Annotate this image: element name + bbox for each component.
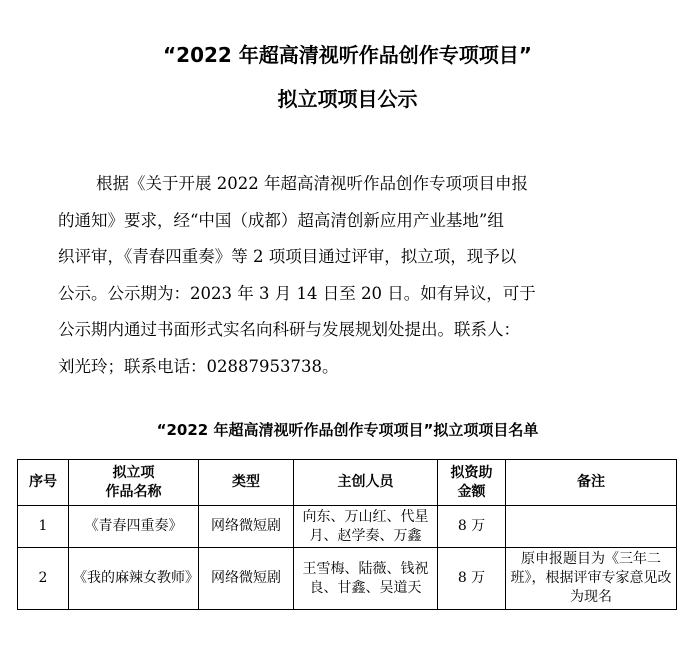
header-funding-line2: 金额: [457, 483, 486, 500]
body-line: 的通知》要求，经“中国（成都）超高清创新应用产业基地”组: [58, 210, 504, 230]
body-line: 织评审，《青春四重奏》等 2 项项目通过评审，拟立项，现予以: [58, 247, 517, 267]
header-type: 类型: [199, 460, 294, 506]
cell-funding: 8 万: [438, 506, 506, 548]
document-title: “2022 年超高清视听作品创作专项项目”: [163, 43, 532, 67]
body-line: 公示期内通过书面形式实名向科研与发展规划处提出。联系人：: [58, 320, 520, 340]
document-subtitle: 拟立项项目公示: [277, 87, 418, 111]
cell-creators: 向东、万山红、代星月、赵学奏、万鑫: [294, 506, 438, 548]
cell-name: 《青春四重奏》: [69, 506, 199, 548]
header-funding-line1: 拟资助: [450, 464, 493, 481]
cell-remark: [506, 506, 677, 548]
header-name-line1: 拟立项: [112, 464, 155, 481]
announcement-body: [58, 166, 618, 386]
list-title: “2022 年超高清视听作品创作专项项目”拟立项项目名单: [156, 421, 539, 439]
body-line: 刘光玲；联系电话：02887953738。: [58, 356, 339, 376]
header-funding: [438, 460, 506, 506]
table-header-row: [18, 460, 677, 506]
cell-name: 《我的麻辣女教师》: [69, 548, 199, 610]
cell-type: 网络微短剧: [199, 548, 294, 610]
header-name: [69, 460, 199, 506]
cell-no: 1: [18, 506, 69, 548]
table-row: [18, 548, 677, 610]
cell-funding: 8 万: [438, 548, 506, 610]
header-no: 序号: [18, 460, 69, 506]
body-line: 根据《关于开展 2022 年超高清视听作品创作专项项目申报: [96, 174, 528, 193]
cell-no: 2: [18, 548, 69, 610]
project-list-table: [17, 459, 677, 610]
cell-creators: 王雪梅、陆薇、钱祝良、甘鑫、吴道天: [294, 548, 438, 610]
header-name-line2: 作品名称: [105, 483, 162, 500]
cell-remark: 原申报题目为《三年二班》，根据评审专家意见改为现名: [506, 548, 677, 610]
header-creators: 主创人员: [294, 460, 438, 506]
header-remark: 备注: [506, 460, 677, 506]
table-row: [18, 506, 677, 548]
cell-type: 网络微短剧: [199, 506, 294, 548]
body-line: 公示。公示期为：2023 年 3 月 14 日至 20 日。如有异议，可于: [58, 283, 536, 303]
